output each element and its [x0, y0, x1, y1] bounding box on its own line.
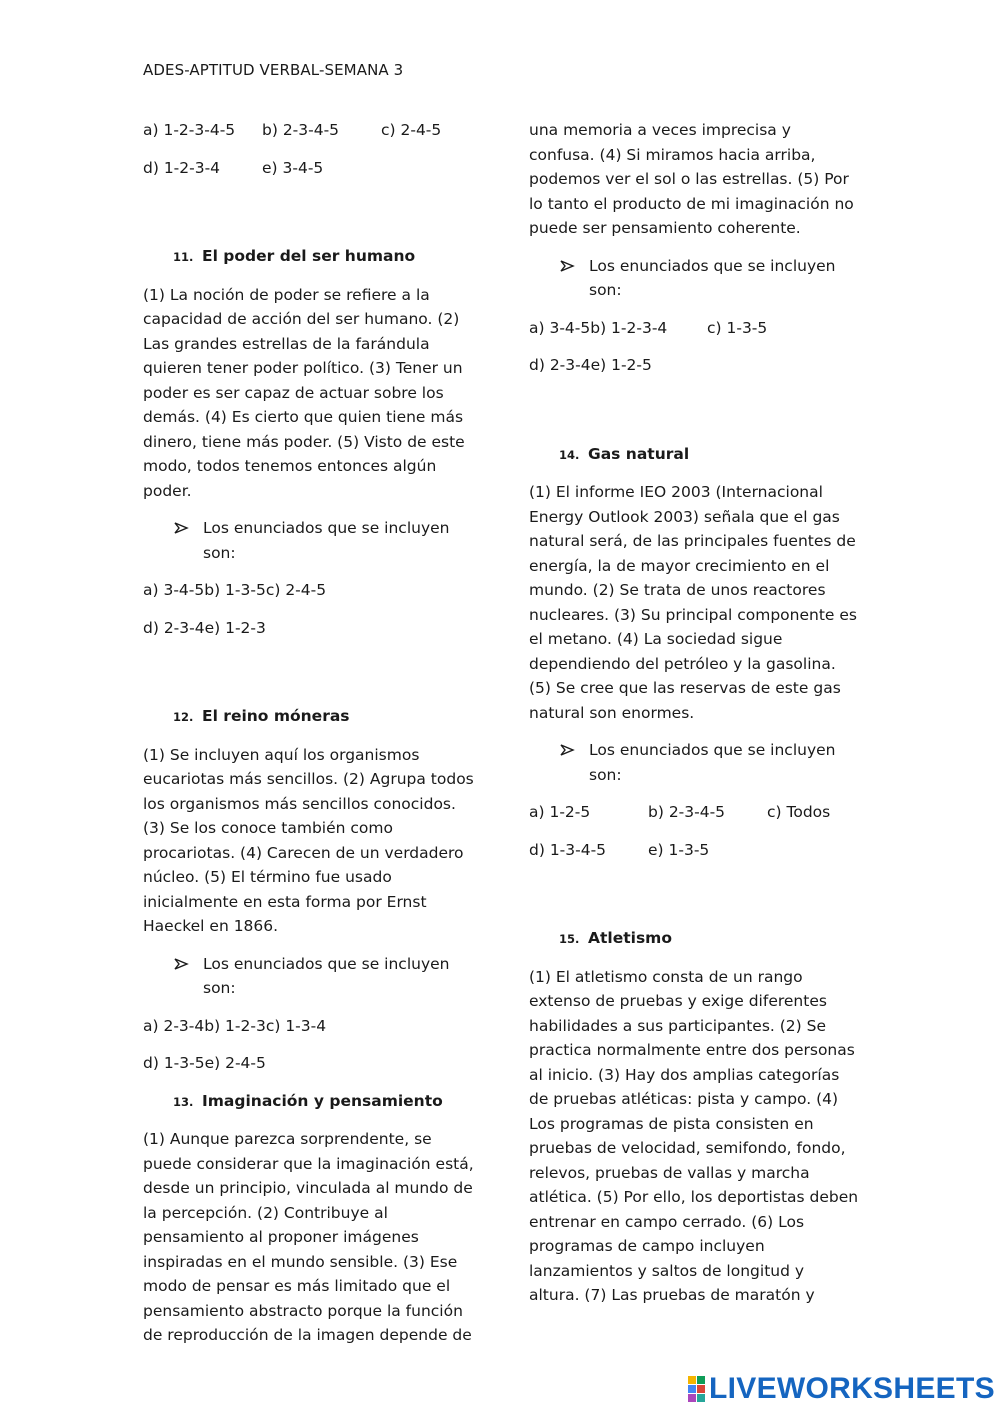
arrow-bullet-icon	[173, 516, 189, 540]
liveworksheets-logo[interactable]	[688, 1373, 995, 1405]
options-row	[143, 118, 478, 143]
question-prompt	[143, 952, 478, 1001]
option-b: b) 2-3-4-5	[648, 803, 726, 821]
prompt-text: Los enunciados que se incluyen son:	[589, 741, 836, 784]
answer-options: d) 2-3-4e) 1-2-5	[529, 356, 652, 374]
option-d: d) 1-2-3-4	[143, 158, 221, 177]
question-12-heading	[143, 704, 478, 730]
answer-options: a) 2-3-4b) 1-2-3c) 1-3-4	[143, 1016, 327, 1035]
question-13-text: (1) Aunque parezca sorprendente, se puede considerar que la imaginación está, desde un principio, vinculada al mundo de la percepción. (2) Contribuye al pensamiento al proponer imágenes inspiradas en el mundo sensible. (3) Ese modo de pensar es más limitado que el pensamiento abstracto porque la función de reproducción de la imagen depende de	[143, 1130, 474, 1344]
question-number: 11.	[173, 250, 194, 264]
logo-mark-icon	[688, 1376, 705, 1402]
options-row	[143, 616, 478, 641]
question-prompt	[529, 738, 859, 787]
option-c: c) Todos	[767, 803, 831, 821]
page-header: ADES-APTITUD VERBAL-SEMANA 3	[143, 61, 404, 79]
question-11-text: (1) La noción de poder se refiere a la capacidad de acción del ser humano. (2) Las grandes estrellas de la farándula quieren tener poder político. (3) Tener un poder es ser capaz de actuar sobre los demás. (4) Es cierto que quien tiene más dinero, tiene más poder. (5) Visto de este modo, todos tenemos entonces algún poder.	[143, 285, 465, 500]
option-a: a) 1-2-3-4-5	[143, 121, 236, 139]
logo-tile	[697, 1394, 705, 1402]
question-title: El poder del ser humano	[202, 247, 416, 265]
option-c: c) 2-4-5	[381, 121, 442, 139]
question-14-heading	[529, 442, 859, 468]
prompt-text: Los enunciados que se incluyen son:	[203, 519, 450, 562]
question-11-heading	[143, 244, 478, 270]
option-d: d) 1-3-4-5	[529, 840, 607, 859]
options-row	[529, 353, 859, 378]
prompt-text: Los enunciados que se incluyen son:	[203, 954, 450, 997]
option-e: e) 1-3-5	[648, 840, 710, 859]
question-15-text: (1) El atletismo consta de un rango extenso de pruebas y exige diferentes habilidades a sus participantes. (2) Se practica normalmente entre dos personas al inicio. (3) Hay dos amplias categorías de pruebas atléticas: pista y campo. (4) Los programas de pista consisten en pruebas de velocidad, semifondo, fondo, relevos, pruebas de vallas y marcha atlética. (5) Por ello, los deportistas deben entrenar en campo cerrado. (6) Los programas de campo incluyen lanzamientos y saltos de longitud y altura. (7) Las pruebas de maratón y	[529, 967, 859, 1304]
question-title: El reino móneras	[202, 707, 350, 725]
options-row	[529, 838, 859, 863]
question-number: 14.	[559, 447, 580, 462]
question-prompt	[529, 254, 859, 303]
options-row	[529, 316, 859, 341]
arrow-bullet-icon	[559, 738, 575, 762]
question-title: Imaginación y pensamiento	[202, 1091, 443, 1110]
options-row	[143, 1051, 478, 1076]
logo-tile	[688, 1385, 696, 1393]
right-column	[529, 118, 859, 1321]
answer-options: d) 2-3-4e) 1-2-3	[143, 618, 266, 637]
left-column	[143, 118, 478, 1361]
arrow-bullet-icon	[173, 952, 189, 976]
options-row	[529, 800, 859, 825]
option-e: e) 3-4-5	[262, 158, 324, 177]
question-14-text: (1) El informe IEO 2003 (Internacional Energy Outlook 2003) señala que el gas natural será, de las principales fuentes de energía, la de mayor crecimiento en el mundo. (2) Se trata de unos reactores nucleares. (3) Su principal componente es el metano. (4) La sociedad sigue dependiendo del petróleo y la gasolina. (5) Se cree que las reservas de este gas natural son enormes.	[529, 483, 857, 722]
answer-options: d) 1-3-5e) 2-4-5	[143, 1054, 266, 1072]
question-15-heading	[529, 926, 859, 952]
prompt-text: Los enunciados que se incluyen son:	[589, 256, 836, 299]
question-13-text-continued: una memoria a veces imprecisa y confusa. (4) Si miramos hacia arriba, podemos ver el sol o las estrellas. (5) Por lo tanto el producto de mi imaginación no puede ser pensamiento coherente.	[529, 121, 854, 237]
logo-tile	[688, 1376, 696, 1384]
logo-tile	[688, 1394, 696, 1402]
option-c: c) 1-3-5	[707, 318, 768, 337]
logo-tile	[697, 1385, 705, 1393]
question-number: 12.	[173, 710, 194, 724]
question-prompt	[143, 516, 478, 565]
answer-options: a) 3-4-5b) 1-3-5c) 2-4-5	[143, 581, 327, 599]
arrow-bullet-icon	[559, 254, 575, 278]
option-a: a) 1-2-5	[529, 803, 591, 821]
question-number: 13.	[173, 1094, 194, 1109]
options-row	[143, 156, 478, 181]
question-title: Atletismo	[588, 929, 672, 947]
logo-tile	[697, 1376, 705, 1384]
question-13-heading	[143, 1089, 478, 1115]
options-row	[143, 1014, 478, 1039]
question-12-text: (1) Se incluyen aquí los organismos eucariotas más sencillos. (2) Agrupa todos los organismos más sencillos conocidos. (3) Se los conoce también como procariotas. (4) Carecen de un verdadero núcleo. (5) El término fue usado inicialmente en esta forma por Ernst Haeckel en 1866.	[143, 745, 474, 935]
question-number: 15.	[559, 932, 580, 946]
answer-options: a) 3-4-5b) 1-2-3-4	[529, 318, 668, 337]
logo-text: LIVEWORKSHEETS	[709, 1372, 995, 1405]
question-title: Gas natural	[588, 444, 690, 463]
option-b: b) 2-3-4-5	[262, 121, 340, 139]
options-row	[143, 578, 478, 603]
